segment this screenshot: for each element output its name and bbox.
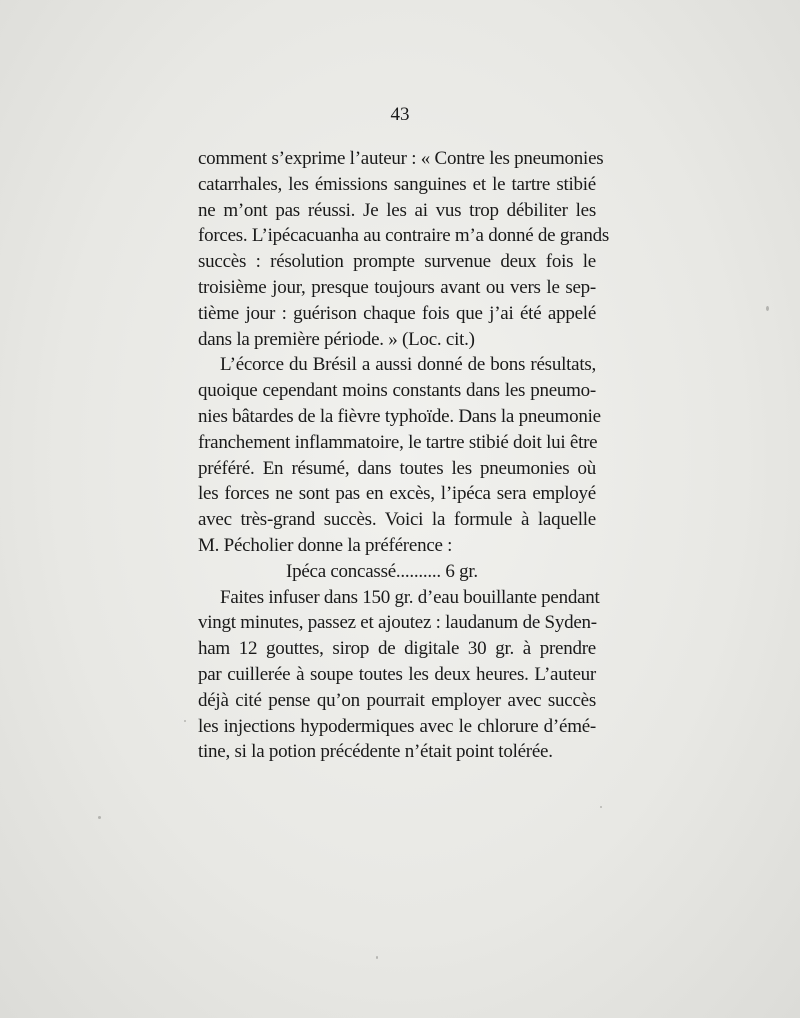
text-line: Ipéca concassé.......... 6 gr. [286,560,478,582]
text-line: catarrhales, les émissions sanguines et le tartre stibié [198,173,596,195]
scan-speck [98,816,101,819]
text-line: troisième jour, presque toujours avant ou vers le sep- [198,276,596,298]
scan-speck [376,956,378,959]
scan-speck [600,806,602,808]
text-line: nies bâtardes de la fièvre typhoïde. Dans la pneumonie [198,405,601,427]
text-line: forces. L’ipécacuanha au contraire m’a donné de grands [198,225,609,247]
text-line: dans la première période. » (Loc. cit.) [198,328,475,350]
text-line: les forces ne sont pas en excès, l’ipéca sera employé [198,483,596,505]
text-line: L’écorce du Brésil a aussi donné de bons résultats, [220,354,596,376]
text-line: ham 12 gouttes, sirop de digitale 30 gr. à prendre [198,638,596,660]
page-number: 43 [390,104,410,125]
scan-speck [766,306,769,311]
text-line: quoique cependant moins constants dans les pneumo- [198,380,596,402]
text-line: ne m’ont pas réussi. Je les ai vus trop débiliter les [198,199,596,221]
text-line: M. Pécholier donne la préférence : [198,534,453,556]
text-line: déjà cité pense qu’on pourrait employer avec succès [198,689,596,711]
body-text [198,146,609,765]
text-line: succès : résolution prompte survenue deux fois le [198,251,596,273]
text-line: vingt minutes, passez et ajoutez : laudanum de Syden- [198,612,597,634]
text-line: préféré. En résumé, dans toutes les pneumonies où [198,457,596,479]
text-line: comment s’exprime l’auteur : « Contre les pneumonies [198,148,604,169]
text-line: Faites infuser dans 150 gr. d’eau bouillante pendant [220,586,600,608]
text-line: par cuillerée à soupe toutes les deux heures. L’auteur [198,663,596,685]
text-line: tine, si la potion précédente n’était point tolérée. [198,741,553,763]
text-line: tième jour : guérison chaque fois que j’ai été appelé [198,302,596,324]
scan-speck [184,720,186,722]
text-line: les injections hypodermiques avec le chlorure d’émé- [198,715,596,737]
text-line: franchement inflammatoire, le tartre stibié doit lui être [198,431,598,453]
text-line: avec très-grand succès. Voici la formule à laquelle [198,509,596,531]
